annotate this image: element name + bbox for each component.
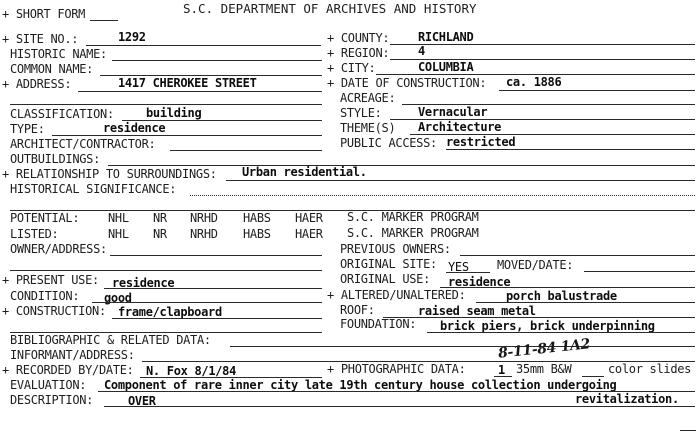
roof-value: raised seam metal xyxy=(418,304,536,318)
description-line xyxy=(104,406,695,407)
potential-nr: NR xyxy=(153,211,167,225)
original-use-label: ORIGINAL USE: xyxy=(340,272,431,286)
original-site-label: ORIGINAL SITE: xyxy=(340,257,437,271)
evaluation-continuation: revitalization. xyxy=(575,392,679,406)
description-label: DESCRIPTION: xyxy=(10,393,94,407)
outbuildings-line xyxy=(108,165,695,166)
moved-date-line xyxy=(584,271,695,272)
potential-label: POTENTIAL: xyxy=(10,211,80,225)
region-value: 4 xyxy=(418,44,425,58)
present-use-value: residence xyxy=(112,276,175,290)
county-value: RICHLAND xyxy=(418,30,474,44)
architect-line xyxy=(170,150,322,151)
bibliographic-label: BIBLIOGRAPHIC & RELATED DATA: xyxy=(10,333,211,347)
listed-nhl: NHL xyxy=(108,227,129,241)
relationship-label: + RELATIONSHIP TO SURROUNDINGS: xyxy=(2,167,217,181)
description-value: OVER xyxy=(128,394,156,408)
construction-line xyxy=(112,318,322,319)
form-title: S.C. DEPARTMENT OF ARCHIVES AND HISTORY xyxy=(183,1,477,16)
owner-address-line xyxy=(110,255,322,256)
city-value: COLUMBIA xyxy=(418,60,474,74)
outbuildings-label: OUTBUILDINGS: xyxy=(10,152,101,166)
historic-name-line xyxy=(112,60,322,61)
short-form-line xyxy=(90,20,118,21)
architect-label: ARCHITECT/CONTRACTOR: xyxy=(10,137,156,151)
owner-address-label: OWNER/ADDRESS: xyxy=(10,242,107,256)
theme-value: Architecture xyxy=(418,120,502,134)
evaluation-value: Component of rare inner city late 19th century house collection undergoing xyxy=(104,378,617,392)
historical-significance-label: HISTORICAL SIGNIFICANCE: xyxy=(10,182,177,196)
date-construction-value: ca. 1886 xyxy=(506,75,562,89)
informant-label: INFORMANT/ADDRESS: xyxy=(10,348,135,362)
original-site-line xyxy=(446,272,490,273)
previous-owners-line xyxy=(460,255,695,256)
evaluation-label: EVALUATION: xyxy=(10,378,87,392)
address-label: + ADDRESS: xyxy=(2,77,72,91)
date-construction-label: + DATE OF CONSTRUCTION: xyxy=(327,76,487,90)
potential-haer: HAER xyxy=(295,211,323,225)
foundation-value: brick piers, brick underpinning xyxy=(440,319,655,333)
listed-nr: NR xyxy=(153,227,167,241)
type-line xyxy=(52,135,322,136)
present-use-label: + PRESENT USE: xyxy=(2,273,99,287)
previous-owners-label: PREVIOUS OWNERS: xyxy=(340,242,451,256)
construction-label: + CONSTRUCTION: xyxy=(2,304,106,318)
type-label: TYPE: xyxy=(10,122,45,136)
county-label: + COUNTY: xyxy=(327,31,390,45)
present-use-line xyxy=(104,288,322,289)
photo-count-line xyxy=(494,376,512,377)
classification-label: CLASSIFICATION: xyxy=(10,107,114,121)
roof-label: ROOF: xyxy=(340,303,375,317)
foundation-label: FOUNDATION: xyxy=(340,317,417,331)
address-value: 1417 CHEROKEE STREET xyxy=(118,76,257,90)
site-no-line xyxy=(86,45,321,46)
type-value: residence xyxy=(103,121,166,135)
short-form-label: + SHORT FORM xyxy=(2,7,86,21)
site-no-value: 1292 xyxy=(118,30,146,44)
color-slides-line xyxy=(582,376,604,377)
style-value: Vernacular xyxy=(418,105,488,119)
address-line xyxy=(78,91,322,92)
altered-line xyxy=(476,302,695,303)
recorded-by-value: N. Fox 8/1/84 xyxy=(146,364,237,378)
listed-nrhd: NRHD xyxy=(190,227,218,241)
listed-habs: HABS xyxy=(243,227,271,241)
potential-nrhd: NRHD xyxy=(190,211,218,225)
altered-value: porch balustrade xyxy=(506,289,617,303)
altered-label: + ALTERED/UNALTERED: xyxy=(327,288,466,302)
common-name-label: COMMON NAME: xyxy=(10,62,94,76)
marker-program-2: S.C. MARKER PROGRAM xyxy=(347,226,479,240)
owner-second-line xyxy=(10,270,322,271)
city-label: + CITY: xyxy=(327,61,376,75)
date-construction-line xyxy=(499,90,695,91)
county-line xyxy=(390,44,695,45)
original-site-value: YES xyxy=(448,260,469,274)
historic-name-label: HISTORIC NAME: xyxy=(10,47,107,61)
marker-program-1: S.C. MARKER PROGRAM xyxy=(347,210,479,224)
bw-label: 35mm B&W xyxy=(516,362,572,376)
site-no-label: + SITE NO.: xyxy=(2,32,79,46)
theme-label: THEME(S) xyxy=(340,121,396,135)
photo-handwritten-note: 8-11-84 1A2 xyxy=(497,336,591,362)
corner-mark xyxy=(680,430,696,431)
public-access-label: PUBLIC ACCESS: xyxy=(340,136,437,150)
style-label: STYLE: xyxy=(340,106,382,120)
relationship-value: Urban residential. xyxy=(242,165,367,179)
acreage-label: ACREAGE: xyxy=(340,91,396,105)
moved-date-label: MOVED/DATE: xyxy=(497,258,574,272)
roof-line xyxy=(383,317,695,318)
public-access-line xyxy=(446,149,695,150)
address-second-line xyxy=(10,104,322,105)
potential-nhl: NHL xyxy=(108,211,129,225)
color-slides-label: color slides xyxy=(608,362,692,376)
original-use-value: residence xyxy=(448,275,511,289)
relationship-line xyxy=(226,180,695,181)
potential-habs: HABS xyxy=(243,211,271,225)
photo-count-value: 1 xyxy=(498,363,505,377)
public-access-value: restricted xyxy=(446,135,516,149)
photographic-label: + PHOTOGRAPHIC DATA: xyxy=(327,362,466,376)
classification-value: building xyxy=(146,106,202,120)
condition-value: good xyxy=(104,291,132,305)
foundation-line xyxy=(427,332,695,333)
original-use-line xyxy=(440,287,695,288)
listed-haer: HAER xyxy=(295,227,323,241)
bibliographic-line xyxy=(230,346,695,347)
region-label: + REGION: xyxy=(327,46,390,60)
condition-line xyxy=(92,302,322,303)
construction-value: frame/clapboard xyxy=(118,305,222,319)
condition-label: CONDITION: xyxy=(10,289,80,303)
historical-significance-line xyxy=(190,195,695,196)
recorded-by-label: + RECORDED BY/DATE: xyxy=(2,363,134,377)
listed-label: LISTED: xyxy=(10,227,59,241)
